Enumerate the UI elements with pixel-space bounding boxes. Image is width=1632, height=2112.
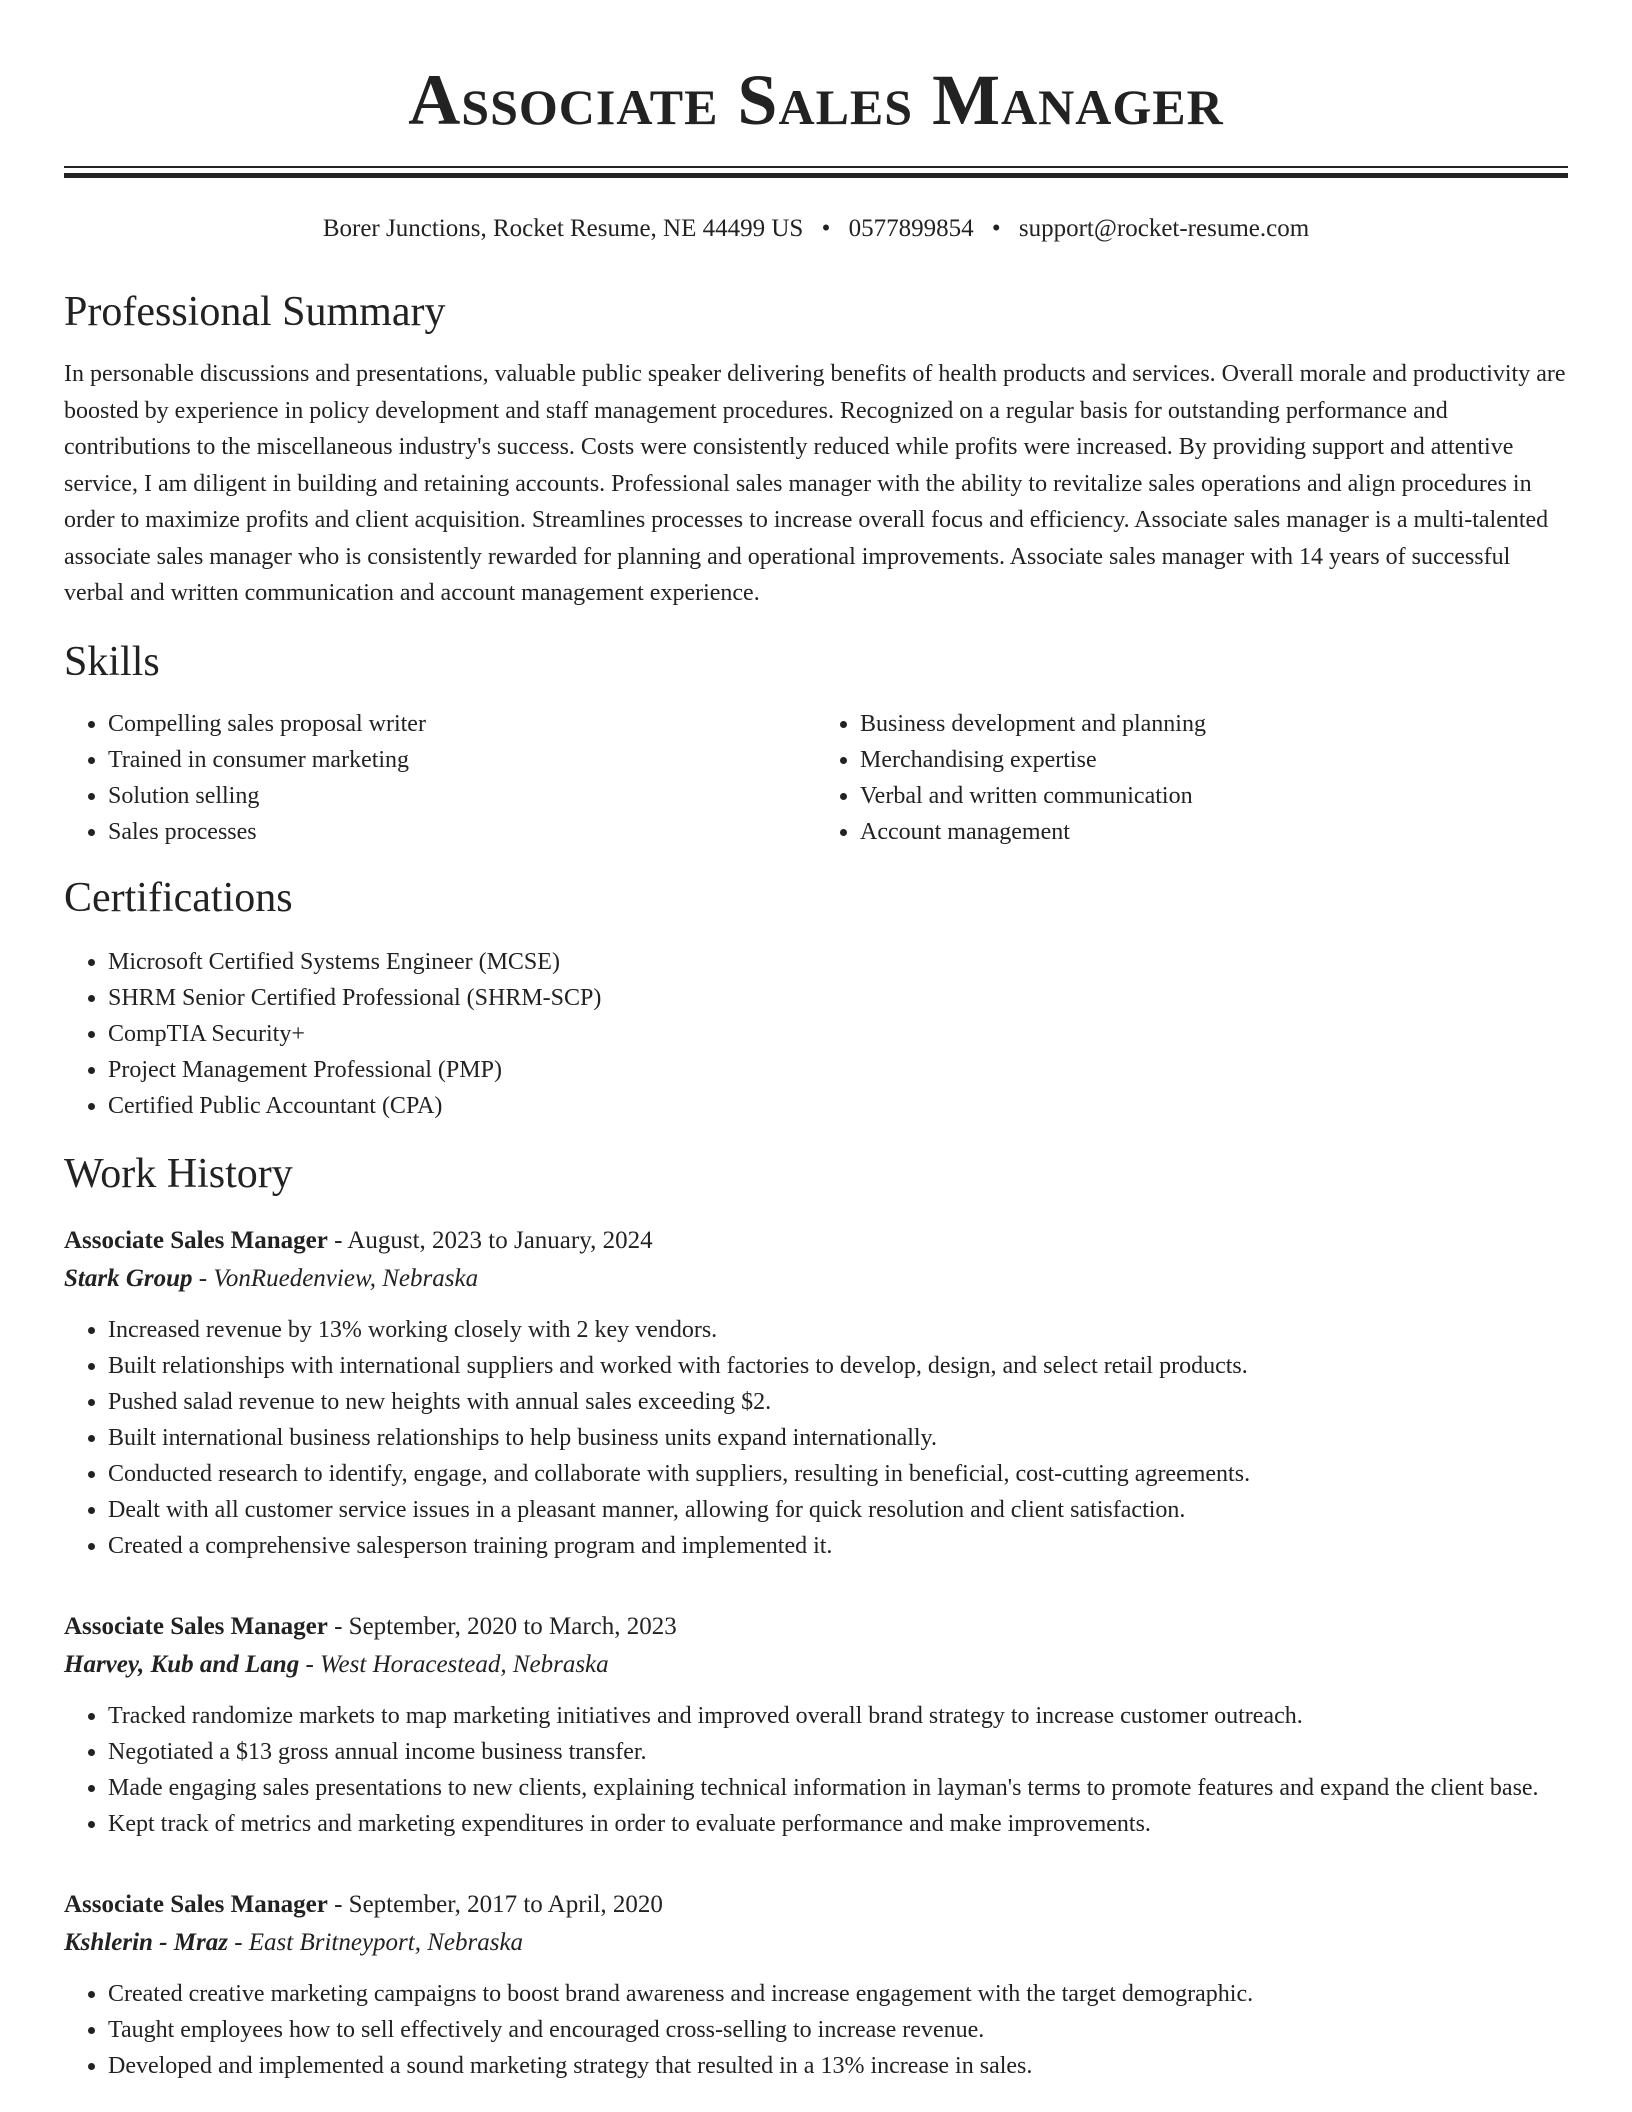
summary-heading: Professional Summary bbox=[64, 289, 446, 335]
job-company-line bbox=[64, 1260, 1568, 1298]
job-bullet: • Created a comprehensive salesperson training program and implemented it. bbox=[108, 1528, 1568, 1564]
job-bullet: • Taught employees how to sell effectively and encouraged cross-selling to increase revenue. bbox=[108, 2012, 1568, 2048]
contact-phone: 0577899854 bbox=[848, 215, 974, 242]
skill-item: • Sales processes bbox=[108, 814, 816, 850]
certification-item: • CompTIA Security+ bbox=[108, 1016, 1568, 1052]
job-company: Kshlerin - Mraz bbox=[64, 1928, 228, 1956]
certification-item: • Microsoft Certified Systems Engineer (MCSE) bbox=[108, 944, 1568, 980]
job-title: Associate Sales Manager bbox=[64, 1612, 328, 1640]
job-title-line bbox=[64, 1608, 1568, 1646]
skills-columns bbox=[64, 706, 1568, 850]
job-dates: - August, 2023 to January, 2024 bbox=[327, 1226, 653, 1254]
job-dates: - September, 2020 to March, 2023 bbox=[327, 1612, 677, 1640]
job-company: Harvey, Kub and Lang bbox=[64, 1650, 300, 1678]
resume-name: Associate Sales Manager bbox=[408, 60, 1224, 140]
skill-item: • Business development and planning bbox=[860, 706, 1568, 742]
certification-item: • SHRM Senior Certified Professional (SHRM-SCP) bbox=[108, 980, 1568, 1016]
job-entry bbox=[64, 1608, 1568, 1842]
job-title-line bbox=[64, 1886, 1568, 1924]
work-history-heading: Work History bbox=[64, 1150, 293, 1197]
job-bullet: • Made engaging sales presentations to new clients, explaining technical information in layman's terms to promote features and expand the client base. bbox=[108, 1770, 1568, 1806]
job-bullet: • Increased revenue by 13% working closely with 2 key vendors. bbox=[108, 1312, 1568, 1348]
job-title: Associate Sales Manager bbox=[64, 1226, 328, 1254]
job-company-line bbox=[64, 1924, 1568, 1962]
certifications-list bbox=[64, 944, 1568, 1124]
job-entry bbox=[64, 1886, 1568, 2084]
skill-item: • Solution selling bbox=[108, 778, 816, 814]
job-bullet: • Built relationships with international suppliers and worked with factories to develop, design, and select retail products. bbox=[108, 1348, 1568, 1384]
job-bullet: • Tracked randomize markets to map marketing initiatives and improved overall brand strategy to increase customer outreach. bbox=[108, 1698, 1568, 1734]
skills-heading: Skills bbox=[64, 638, 160, 685]
job-company: Stark Group bbox=[64, 1264, 193, 1292]
certification-item: • Certified Public Accountant (CPA) bbox=[108, 1088, 1568, 1124]
job-bullet: • Built international business relationships to help business units expand internationally. bbox=[108, 1420, 1568, 1456]
contact-address: Borer Junctions, Rocket Resume, NE 44499 US bbox=[322, 215, 804, 242]
skills-list-left bbox=[64, 706, 816, 850]
job-location: - East Britneyport, Nebraska bbox=[227, 1928, 524, 1956]
job-location: - VonRuedenview, Nebraska bbox=[192, 1264, 479, 1292]
contact-separator: • bbox=[991, 215, 1001, 242]
header-rule-thick bbox=[64, 173, 1568, 178]
job-bullet: • Pushed salad revenue to new heights with annual sales exceeding $2. bbox=[108, 1384, 1568, 1420]
skill-item: • Trained in consumer marketing bbox=[108, 742, 816, 778]
contact-separator: • bbox=[821, 215, 831, 242]
job-bullets bbox=[64, 1698, 1568, 1842]
job-bullet: • Dealt with all customer service issues in a pleasant manner, allowing for quick resolution and client satisfaction. bbox=[108, 1492, 1568, 1528]
job-bullet: • Negotiated a $13 gross annual income business transfer. bbox=[108, 1734, 1568, 1770]
job-bullet: • Kept track of metrics and marketing expenditures in order to evaluate performance and make improvements. bbox=[108, 1806, 1568, 1842]
job-bullet: • Created creative marketing campaigns to boost brand awareness and increase engagement with the target demographic. bbox=[108, 1976, 1568, 2012]
skill-item: • Verbal and written communication bbox=[860, 778, 1568, 814]
job-bullets bbox=[64, 1312, 1568, 1564]
certification-item: • Project Management Professional (PMP) bbox=[108, 1052, 1568, 1088]
job-dates: - September, 2017 to April, 2020 bbox=[327, 1890, 663, 1918]
header-rule-thin bbox=[64, 166, 1568, 168]
skills-list-right bbox=[816, 706, 1568, 850]
contact-email: support@rocket-resume.com bbox=[1018, 215, 1310, 242]
job-entry bbox=[64, 1222, 1568, 1564]
job-bullet: • Developed and implemented a sound marketing strategy that resulted in a 13% increase in sales. bbox=[108, 2048, 1568, 2084]
job-location: - West Horacestead, Nebraska bbox=[299, 1650, 609, 1678]
skill-item: • Compelling sales proposal writer bbox=[108, 706, 816, 742]
job-company-line bbox=[64, 1646, 1568, 1684]
summary-text: In personable discussions and presentations, valuable public speaker delivering benefits of health products and services. Overall morale and productivity are boosted by experience in policy development and staff management procedures. Recognized on a regular basis for outstanding performance and contributions to the miscellaneous industry's success. Costs were consistently reduced while profits were increased. By providing support and attentive service, I am diligent in building and retaining accounts. Professional sales manager with the ability to revitalize sales operations and align procedures in order to maximize profits and client acquisition. Streamlines processes to increase overall focus and efficiency. Associate sales manager is a multi-talented associate sales manager who is consistently rewarded for planning and operational improvements. Associate sales manager with 14 years of successful verbal and written communication and account management experience. bbox=[64, 361, 1566, 606]
skill-item: • Merchandising expertise bbox=[860, 742, 1568, 778]
job-bullet: • Conducted research to identify, engage, and collaborate with suppliers, resulting in beneficial, cost-cutting agreements. bbox=[108, 1456, 1568, 1492]
certifications-heading: Certifications bbox=[64, 874, 293, 921]
job-title: Associate Sales Manager bbox=[64, 1890, 328, 1918]
contact-line bbox=[64, 214, 1568, 244]
job-title-line bbox=[64, 1222, 1568, 1260]
job-bullets bbox=[64, 1976, 1568, 2084]
skill-item: • Account management bbox=[860, 814, 1568, 850]
